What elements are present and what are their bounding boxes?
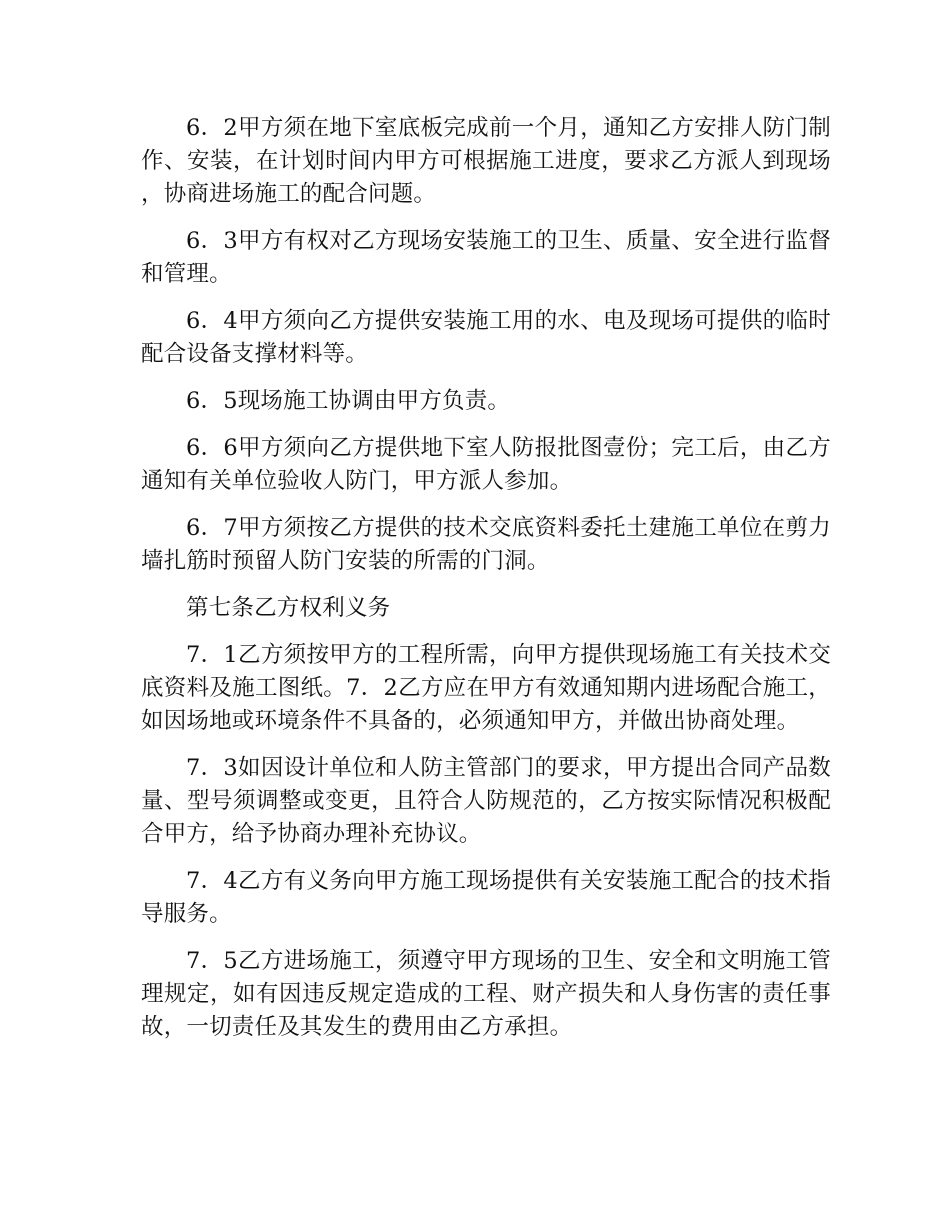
clause-6-2: 6．2甲方须在地下室底板完成前一个月，通知乙方安排人防门制作、安装，在计划时间内甲方可根据施工进度，要求乙方派人到现场，协商进场施工的配合问题。 [141,115,831,207]
clause-6-7: 6．7甲方须按乙方提供的技术交底资料委托土建施工单位在剪力墙扎筋时预留人防门安装的所需的门洞。 [141,515,831,574]
article-7-heading: 第七条乙方权利义务 [186,595,391,621]
clause-7-4: 7．4乙方有义务向甲方施工现场提供有关安装施工配合的技术指导服务。 [141,868,831,927]
clause-6-3: 6．3甲方有权对乙方现场安装施工的卫生、质量、安全进行监督和管理。 [141,228,831,287]
clause-7-5: 7．5乙方进场施工，须遵守甲方现场的卫生、安全和文明施工管理规定，如有因违反规定造成的工程、财产损失和人身伤害的责任事故，一切责任及其发生的费用由乙方承担。 [141,948,831,1040]
clause-6-6: 6．6甲方须向乙方提供地下室人防报批图壹份；完工后，由乙方通知有关单位验收人防门，甲方派人参加。 [141,435,831,494]
clause-7-1-7-2: 7．1乙方须按甲方的工程所需，向甲方提供现场施工有关技术交底资料及施工图纸。7．2乙方应在甲方有效通知期内进场配合施工，如因场地或环境条件不具备的，必须通知甲方，并做出协商处理。 [141,642,831,734]
clause-6-4: 6．4甲方须向乙方提供安装施工用的水、电及现场可提供的临时配合设备支撑材料等。 [141,308,831,367]
clause-6-5: 6．5现场施工协调由甲方负责。 [186,388,511,414]
clause-7-3: 7．3如因设计单位和人防主管部门的要求，甲方提出合同产品数量、型号须调整或变更，且符合人防规范的，乙方按实际情况积极配合甲方，给予协商办理补充协议。 [141,755,831,847]
document-body [141,112,831,1058]
